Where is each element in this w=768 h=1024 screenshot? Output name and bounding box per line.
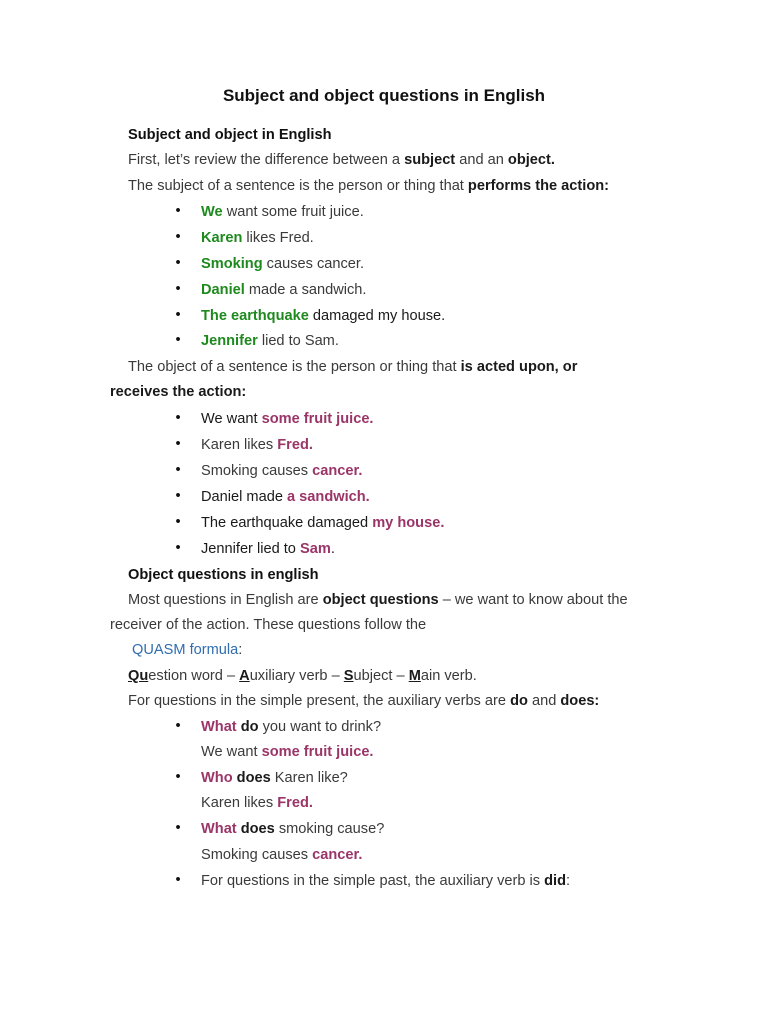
list-item — [201, 436, 313, 454]
object-highlight: a sandwich. — [287, 489, 370, 505]
formula-a: A — [239, 668, 250, 684]
subject-highlight: We — [201, 204, 223, 220]
answer-item — [201, 743, 374, 761]
question-word: What — [201, 719, 237, 735]
auxiliary-verb: does — [236, 821, 275, 837]
bullet-icon: • — [175, 203, 181, 219]
list-item-text: Daniel made — [201, 489, 287, 505]
subject-def-bold: performs the action: — [467, 178, 610, 194]
subject-def-text: The subject of a sentence is the person or thing that — [128, 178, 468, 194]
past-note-text: For questions in the simple past, the auxiliary verb is — [201, 873, 545, 889]
list-item-text: causes cancer. — [262, 256, 365, 272]
object-questions-paragraph-continued: receiver of the action. These questions follow the — [110, 617, 427, 633]
bullet-icon: • — [175, 514, 181, 530]
list-item — [201, 229, 314, 247]
list-item — [201, 488, 370, 506]
list-item-text: made a sandwich. — [244, 282, 367, 298]
object-def-bold: is acted upon, or — [460, 359, 578, 375]
object-highlight: cancer. — [312, 463, 363, 479]
object-def-text: The object of a sentence is the person or thing that — [128, 359, 461, 375]
formula-auxiliary-verb: uxiliary verb – — [249, 668, 344, 684]
para-object-questions: object questions — [322, 592, 439, 608]
bullet-icon: • — [175, 332, 181, 348]
answer-highlight: Fred. — [277, 795, 313, 811]
present-note-text: For questions in the simple present, the auxiliary verbs are — [128, 693, 511, 709]
object-definition-continued: receives the action: — [110, 384, 247, 400]
para-text-a: Most questions in English are — [128, 592, 323, 608]
bullet-icon: • — [175, 769, 181, 785]
bullet-icon: • — [175, 540, 181, 556]
bullet-icon: • — [175, 307, 181, 323]
question-item — [201, 769, 348, 787]
bullet-icon: • — [175, 229, 181, 245]
answer-text: Karen likes — [201, 795, 278, 811]
list-item — [201, 281, 366, 299]
answer-highlight: cancer. — [312, 847, 363, 863]
intro-object: object. — [507, 152, 555, 168]
list-item-text: damaged my house. — [308, 308, 446, 324]
quasm-formula — [128, 667, 477, 685]
bullet-icon: • — [175, 488, 181, 504]
answer-highlight: some fruit juice. — [261, 744, 374, 760]
list-item-text: Smoking causes — [201, 463, 313, 479]
question-item — [201, 820, 384, 838]
formula-qu: Qu — [128, 668, 149, 684]
bullet-icon: • — [175, 255, 181, 271]
present-note-does: does: — [560, 693, 600, 709]
list-item — [201, 332, 339, 350]
bullet-icon: • — [175, 281, 181, 297]
bullet-icon: • — [175, 872, 181, 888]
bullet-icon: • — [175, 436, 181, 452]
question-item — [201, 718, 381, 736]
subject-highlight: Daniel — [201, 282, 245, 298]
section-heading-object-questions: Object questions in english — [128, 567, 319, 583]
formula-question-word: estion word – — [148, 668, 240, 684]
subject-highlight: Jennifer — [201, 333, 258, 349]
object-definition — [128, 358, 577, 376]
formula-subject: ubject – — [353, 668, 409, 684]
present-note-do: do — [510, 693, 528, 709]
subject-highlight: Karen — [201, 230, 243, 246]
list-item-text: The earthquake damaged — [201, 515, 373, 531]
answer-text: We want — [201, 744, 262, 760]
formula-m: M — [408, 668, 421, 684]
object-highlight: some fruit juice. — [261, 411, 374, 427]
object-highlight: my house. — [372, 515, 445, 531]
list-item — [201, 514, 444, 532]
past-note-did: did — [544, 873, 567, 889]
intro-subject: subject — [404, 152, 456, 168]
object-highlight: Sam — [299, 541, 331, 557]
formula-link-line — [132, 641, 242, 659]
list-item — [201, 203, 364, 221]
section-heading-subject-object: Subject and object in English — [128, 127, 332, 143]
intro-text-a: First, let’s review the difference between a — [128, 152, 405, 168]
list-item-text: lied to Sam. — [257, 333, 339, 349]
answer-text: Smoking causes — [201, 847, 313, 863]
list-item — [201, 540, 335, 558]
answer-item — [201, 846, 362, 864]
object-questions-paragraph — [128, 591, 628, 609]
list-item — [201, 410, 374, 428]
bullet-icon: • — [175, 718, 181, 734]
intro-paragraph — [128, 151, 555, 169]
intro-text-c: and an — [455, 152, 508, 168]
object-highlight: Fred. — [277, 437, 313, 453]
subject-definition — [128, 177, 609, 195]
list-item-text: Jennifer lied to — [201, 541, 300, 557]
list-item-text: Karen likes — [201, 437, 278, 453]
question-text: smoking cause? — [274, 821, 385, 837]
list-item — [201, 255, 364, 273]
list-item — [201, 462, 362, 480]
formula-s: S — [343, 668, 354, 684]
question-word: What — [201, 821, 237, 837]
para-text-c: – we want to know about the — [438, 592, 628, 608]
subject-highlight: The earthquake — [201, 308, 309, 324]
bullet-icon: • — [175, 820, 181, 836]
auxiliary-verb: does — [232, 770, 271, 786]
present-note-and: and — [527, 693, 561, 709]
list-item-text: We want — [201, 411, 262, 427]
bullet-icon: • — [175, 462, 181, 478]
list-item-text: . — [330, 541, 335, 557]
subject-highlight: Smoking — [201, 256, 263, 272]
question-text: Karen like? — [270, 770, 348, 786]
bullet-icon: • — [175, 410, 181, 426]
simple-present-note — [128, 692, 599, 710]
simple-past-note — [201, 872, 570, 890]
list-item — [201, 307, 445, 325]
list-item-text: likes Fred. — [242, 230, 314, 246]
list-item-text: want some fruit juice. — [222, 204, 364, 220]
answer-item — [201, 794, 313, 812]
auxiliary-verb: do — [236, 719, 259, 735]
page-title: Subject and object questions in English — [222, 86, 546, 105]
quasm-formula-link[interactable]: QUASM formula — [132, 642, 239, 658]
past-note-colon: : — [566, 873, 571, 889]
formula-colon: : — [238, 642, 243, 658]
question-text: you want to drink? — [258, 719, 382, 735]
formula-main-verb: ain verb. — [420, 668, 477, 684]
question-word: Who — [201, 770, 233, 786]
